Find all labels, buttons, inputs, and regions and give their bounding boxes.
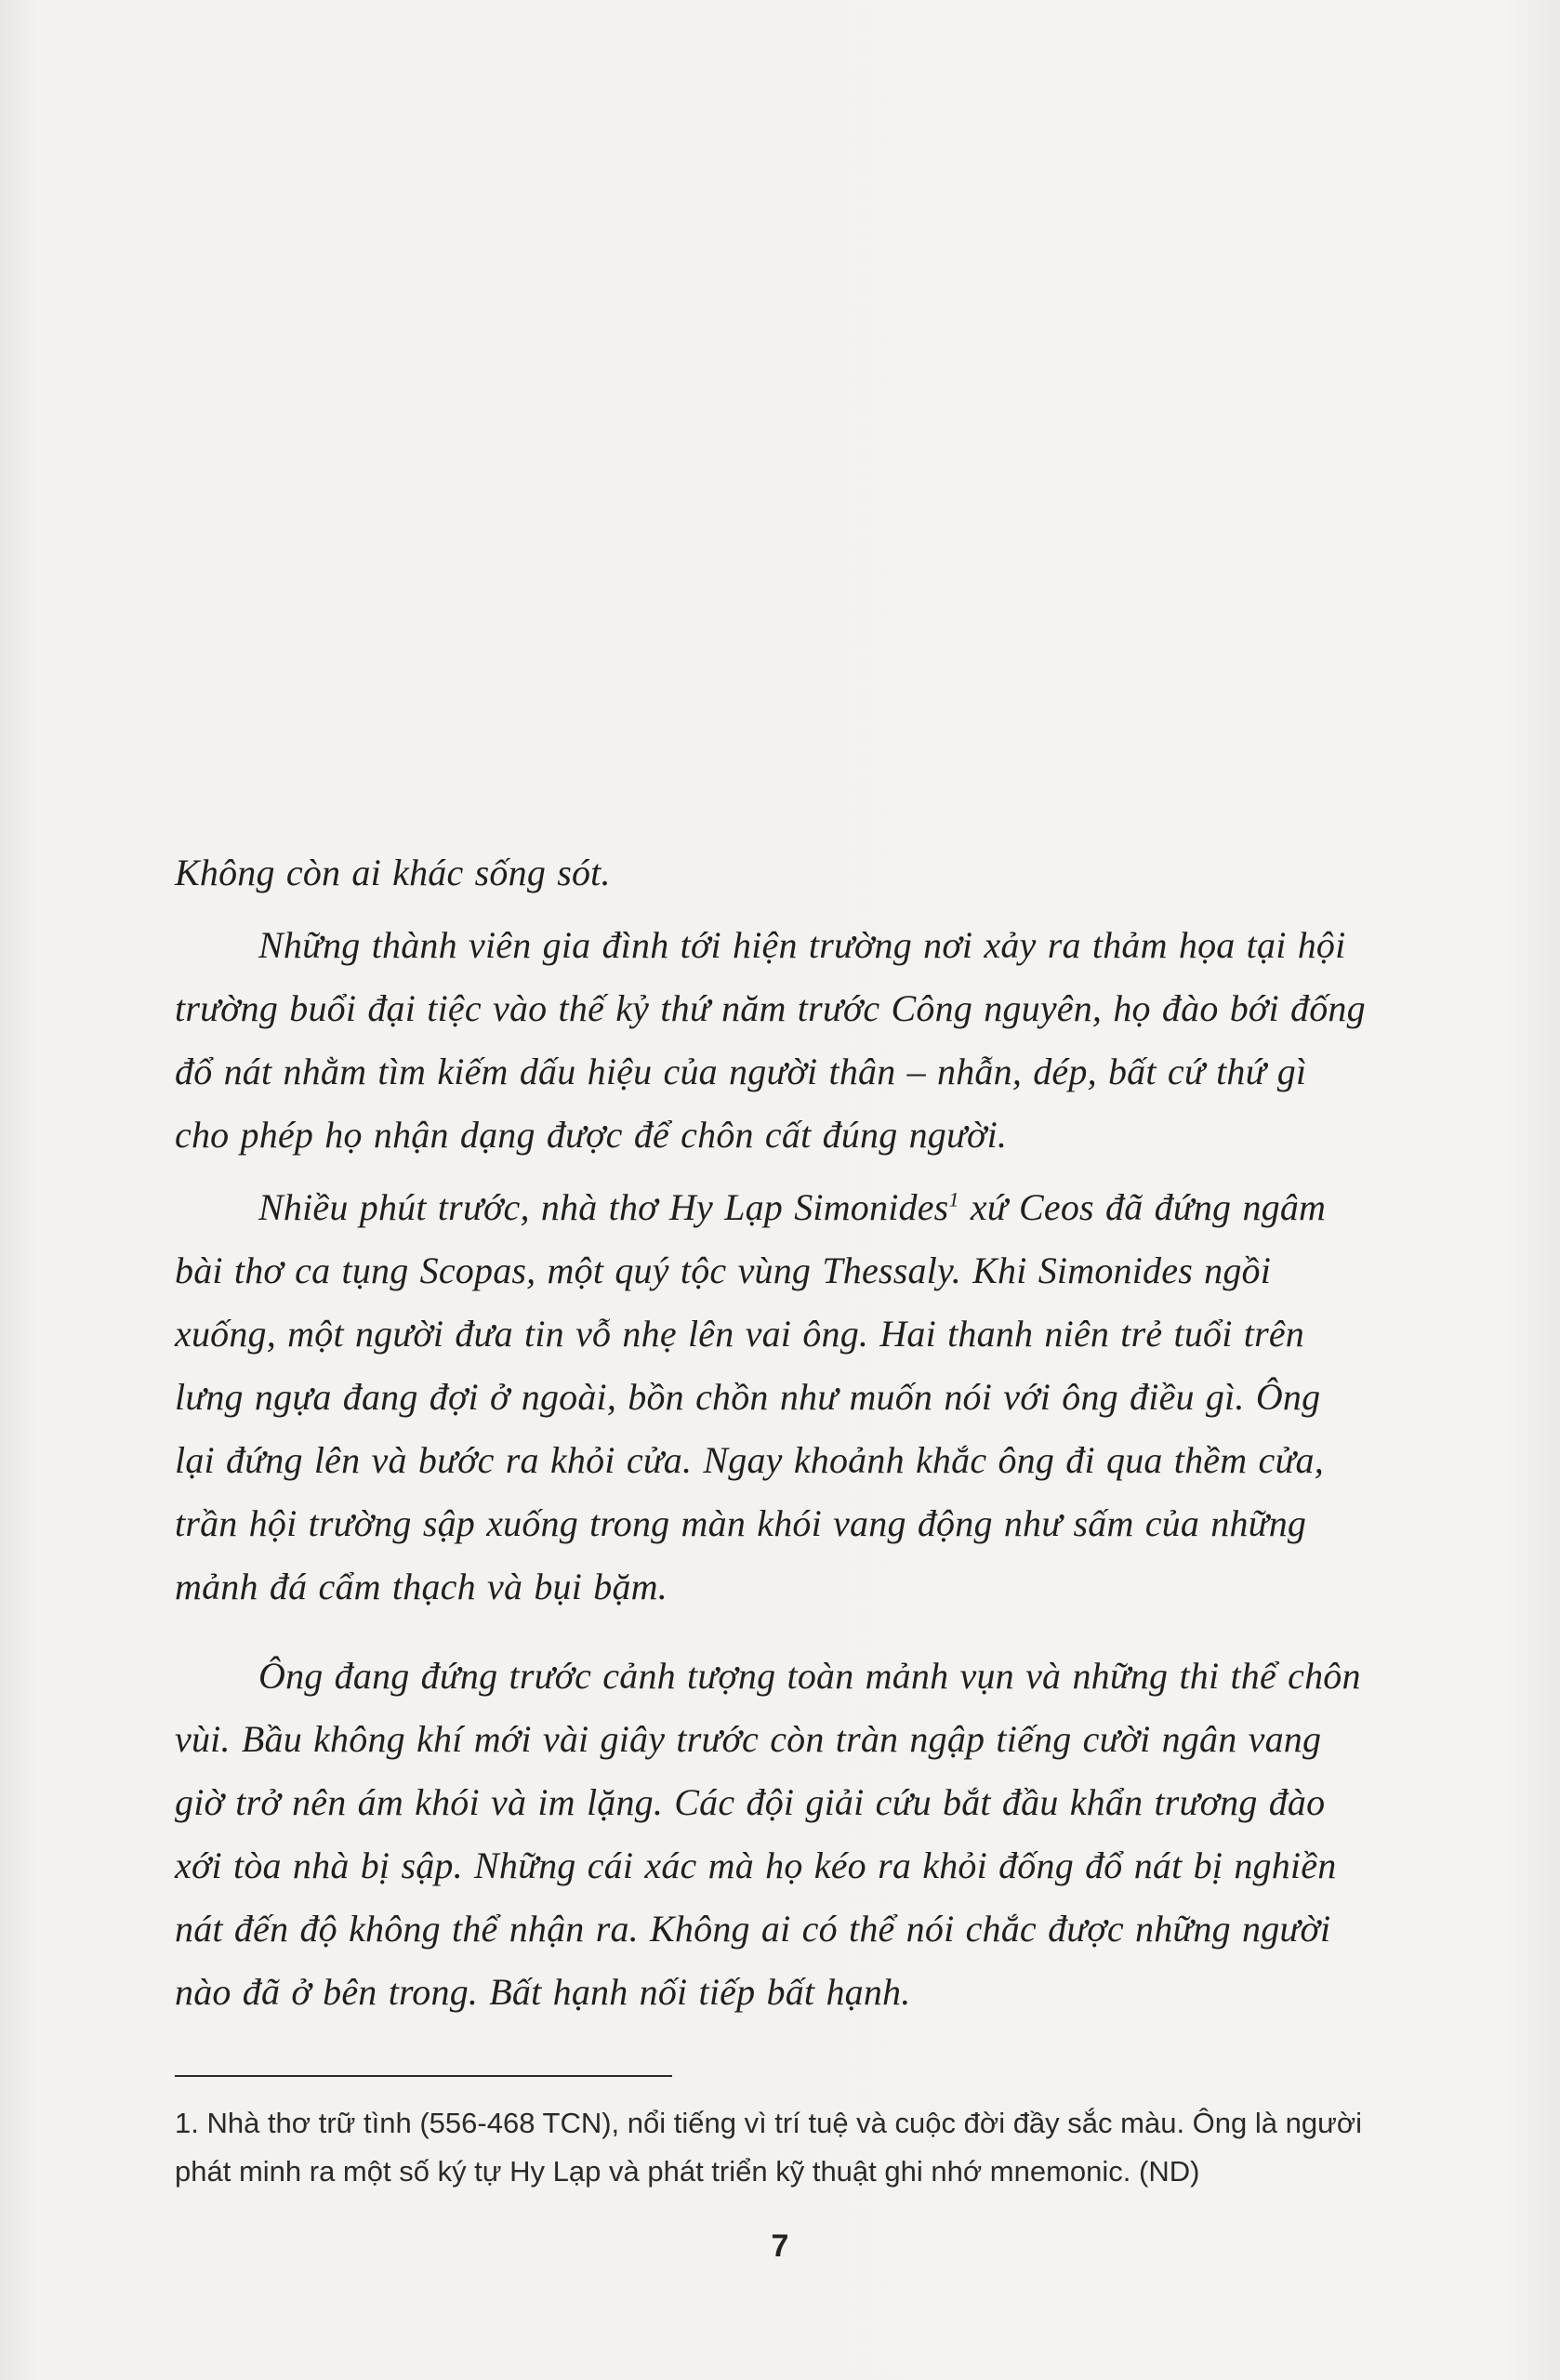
page-number: 7 (771, 2228, 789, 2264)
footnote-divider (175, 2075, 672, 2077)
paragraph-simonides-start: Nhiều phút trước, nhà thơ Hy Lạp Simonides (258, 1186, 949, 1228)
paragraph-simonides-rest: xứ Ceos đã đứng ngâm bài thơ ca tụng Scopas, một quý tộc vùng Thessaly. Khi Simonides ngồi xuống, một người đưa tin vỗ nhẹ lên vai ông. Hai thanh niên trẻ tuổi trên lưng ngựa đang đợi ở ngoài, bồn chồn như muốn nói với ông điều gì. Ông lại đứng lên và bước ra khỏi cửa. Ngay khoảnh khắc ông đi qua thềm cửa, trần hội trường sập xuống trong màn khói vang động như sấm của những mảnh đá cẩm thạch và bụi bặm. (175, 1186, 1327, 1607)
paragraph-families: Những thành viên gia đình tới hiện trường nơi xảy ra thảm họa tại hội trường buổi đại tiệc vào thế kỷ thứ năm trước Công nguyên, họ đào bới đống đổ nát nhằm tìm kiếm dấu hiệu của người thân – nhẫn, dép, bất cứ thứ gì cho phép họ nhận dạng được để chôn cất đúng người. (175, 924, 1366, 1156)
paragraph-aftermath: Ông đang đứng trước cảnh tượng toàn mảnh vụn và những thi thể chôn vùi. Bầu không khí mới vài giây trước còn tràn ngập tiếng cười ngân vang giờ trở nên ám khói và im lặng. Các đội giải cứu bắt đầu khẩn trương đào xới tòa nhà bị sập. Những cái xác mà họ kéo ra khỏi đống đổ nát bị nghiền nát đến độ không thể nhận ra. Không ai có thể nói chắc được những người nào đã ở bên trong. Bất hạnh nối tiếp bất hạnh. (175, 1655, 1361, 2013)
paragraph-simonides (175, 1176, 1369, 1619)
body-text (175, 841, 1369, 2024)
paragraph-opening: Không còn ai khác sống sót. (175, 852, 611, 893)
footnote: 1. Nhà thơ trữ tình (556-468 TCN), nổi tiếng vì trí tuệ và cuộc đời đầy sắc màu. Ông là người phát minh ra một số ký tự Hy Lạp và phát triển kỹ thuật ghi nhớ mnemonic. (ND) (175, 2107, 1363, 2188)
footnote-reference: 1 (948, 1187, 959, 1211)
